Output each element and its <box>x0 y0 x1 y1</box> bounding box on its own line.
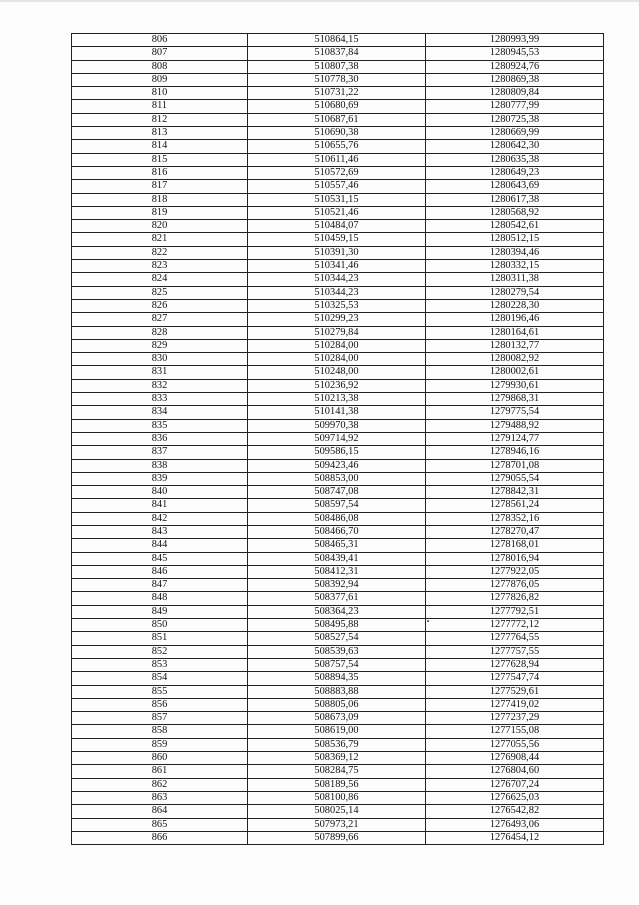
table-row <box>72 499 604 512</box>
point-number-cell: 808 <box>72 60 248 73</box>
x-coordinate-cell: 510299,23 <box>248 313 426 326</box>
point-number-cell: 816 <box>72 166 248 179</box>
y-coordinate-cell: 1277419,02 <box>426 698 604 711</box>
x-coordinate-cell: 510807,38 <box>248 60 426 73</box>
y-coordinate-cell: 1276493,06 <box>426 818 604 831</box>
y-coordinate-cell: 1277826,82 <box>426 592 604 605</box>
table-row <box>72 73 604 86</box>
x-coordinate-cell: 508894,35 <box>248 672 426 685</box>
y-coordinate-cell: 1279488,92 <box>426 419 604 432</box>
y-coordinate-cell: 1280082,92 <box>426 353 604 366</box>
point-number-cell: 813 <box>72 127 248 140</box>
table-row <box>72 60 604 73</box>
y-coordinate-cell: 1280993,99 <box>426 34 604 47</box>
table-row <box>72 166 604 179</box>
point-number-cell: 856 <box>72 698 248 711</box>
point-number-cell: 827 <box>72 313 248 326</box>
x-coordinate-cell: 508747,08 <box>248 486 426 499</box>
y-coordinate-cell: 1280642,30 <box>426 140 604 153</box>
x-coordinate-cell: 508364,23 <box>248 605 426 618</box>
y-coordinate-cell: 1280164,61 <box>426 326 604 339</box>
x-coordinate-cell: 508883,88 <box>248 685 426 698</box>
y-coordinate-cell: 1280394,46 <box>426 246 604 259</box>
y-coordinate-cell: 1277772,12 <box>426 619 604 632</box>
x-coordinate-cell: 509714,92 <box>248 432 426 445</box>
table-row <box>72 805 604 818</box>
point-number-cell: 811 <box>72 100 248 113</box>
table-row <box>72 100 604 113</box>
y-coordinate-cell: 1277792,51 <box>426 605 604 618</box>
table-row <box>72 153 604 166</box>
y-coordinate-cell: 1280617,38 <box>426 193 604 206</box>
y-coordinate-cell: 1279775,54 <box>426 406 604 419</box>
x-coordinate-cell: 508673,09 <box>248 712 426 725</box>
x-coordinate-cell: 510680,69 <box>248 100 426 113</box>
point-number-cell: 814 <box>72 140 248 153</box>
scan-top-edge <box>0 0 639 2</box>
x-coordinate-cell: 508486,08 <box>248 512 426 525</box>
x-coordinate-cell: 510284,00 <box>248 339 426 352</box>
table-row <box>72 725 604 738</box>
table-row <box>72 539 604 552</box>
y-coordinate-cell: 1277757,55 <box>426 645 604 658</box>
y-coordinate-cell: 1280945,53 <box>426 47 604 60</box>
table-row <box>72 34 604 47</box>
table-row <box>72 273 604 286</box>
x-coordinate-cell: 509423,46 <box>248 459 426 472</box>
point-number-cell: 807 <box>72 47 248 60</box>
y-coordinate-cell: 1276542,82 <box>426 805 604 818</box>
point-number-cell: 848 <box>72 592 248 605</box>
table-row <box>72 446 604 459</box>
point-number-cell: 860 <box>72 752 248 765</box>
table-row <box>72 619 604 632</box>
point-number-cell: 864 <box>72 805 248 818</box>
table-row <box>72 393 604 406</box>
point-number-cell: 845 <box>72 552 248 565</box>
x-coordinate-cell: 510391,30 <box>248 246 426 259</box>
x-coordinate-cell: 509586,15 <box>248 446 426 459</box>
table-row <box>72 220 604 233</box>
x-coordinate-cell: 508495,88 <box>248 619 426 632</box>
table-row <box>72 765 604 778</box>
table-row <box>72 658 604 671</box>
x-coordinate-cell: 508377,61 <box>248 592 426 605</box>
y-coordinate-cell: 1277764,55 <box>426 632 604 645</box>
x-coordinate-cell: 507899,66 <box>248 831 426 844</box>
point-number-cell: 812 <box>72 113 248 126</box>
y-coordinate-cell: 1278842,31 <box>426 486 604 499</box>
point-number-cell: 839 <box>72 472 248 485</box>
x-coordinate-cell: 508536,79 <box>248 738 426 751</box>
x-coordinate-cell: 510778,30 <box>248 73 426 86</box>
y-coordinate-cell: 1278168,01 <box>426 539 604 552</box>
point-number-cell: 861 <box>72 765 248 778</box>
point-number-cell: 865 <box>72 818 248 831</box>
y-coordinate-cell: 1277922,05 <box>426 565 604 578</box>
y-coordinate-cell: 1277055,56 <box>426 738 604 751</box>
x-coordinate-cell: 508805,06 <box>248 698 426 711</box>
y-coordinate-cell: 1277547,74 <box>426 672 604 685</box>
y-coordinate-cell: 1276625,03 <box>426 791 604 804</box>
y-coordinate-cell: 1279868,31 <box>426 393 604 406</box>
point-number-cell: 824 <box>72 273 248 286</box>
point-number-cell: 859 <box>72 738 248 751</box>
point-number-cell: 818 <box>72 193 248 206</box>
table-row <box>72 233 604 246</box>
y-coordinate-cell: 1280725,38 <box>426 113 604 126</box>
x-coordinate-cell: 510344,23 <box>248 273 426 286</box>
y-coordinate-cell: 1280924,76 <box>426 60 604 73</box>
y-coordinate-cell: 1278946,16 <box>426 446 604 459</box>
x-coordinate-cell: 510325,53 <box>248 299 426 312</box>
table-row <box>72 552 604 565</box>
table-row <box>72 206 604 219</box>
x-coordinate-cell: 510141,38 <box>248 406 426 419</box>
point-number-cell: 844 <box>72 539 248 552</box>
table-row <box>72 752 604 765</box>
y-coordinate-cell: 1279930,61 <box>426 379 604 392</box>
x-coordinate-cell: 509970,38 <box>248 419 426 432</box>
x-coordinate-cell: 508369,12 <box>248 752 426 765</box>
x-coordinate-cell: 510731,22 <box>248 87 426 100</box>
y-coordinate-cell: 1280542,61 <box>426 220 604 233</box>
y-coordinate-cell: 1278270,47 <box>426 525 604 538</box>
y-coordinate-cell: 1277529,61 <box>426 685 604 698</box>
x-coordinate-cell: 510690,38 <box>248 127 426 140</box>
point-number-cell: 823 <box>72 260 248 273</box>
y-coordinate-cell: 1277155,08 <box>426 725 604 738</box>
point-number-cell: 830 <box>72 353 248 366</box>
coordinates-table <box>71 33 604 845</box>
point-number-cell: 846 <box>72 565 248 578</box>
table-row <box>72 127 604 140</box>
x-coordinate-cell: 510687,61 <box>248 113 426 126</box>
x-coordinate-cell: 510864,15 <box>248 34 426 47</box>
table-row <box>72 672 604 685</box>
x-coordinate-cell: 510344,23 <box>248 286 426 299</box>
point-number-cell: 847 <box>72 579 248 592</box>
point-number-cell: 835 <box>72 419 248 432</box>
x-coordinate-cell: 510236,92 <box>248 379 426 392</box>
y-coordinate-cell: 1278016,94 <box>426 552 604 565</box>
table-row <box>72 738 604 751</box>
table-row <box>72 313 604 326</box>
x-coordinate-cell: 510213,38 <box>248 393 426 406</box>
point-number-cell: 810 <box>72 87 248 100</box>
x-coordinate-cell: 508853,00 <box>248 472 426 485</box>
y-coordinate-cell: 1280279,54 <box>426 286 604 299</box>
y-coordinate-cell: 1279055,54 <box>426 472 604 485</box>
point-number-cell: 857 <box>72 712 248 725</box>
y-coordinate-cell: 1280869,38 <box>426 73 604 86</box>
y-coordinate-cell: 1280311,38 <box>426 273 604 286</box>
point-number-cell: 842 <box>72 512 248 525</box>
point-number-cell: 840 <box>72 486 248 499</box>
table-row <box>72 645 604 658</box>
point-number-cell: 853 <box>72 658 248 671</box>
x-coordinate-cell: 508284,75 <box>248 765 426 778</box>
table-row <box>72 113 604 126</box>
table-row <box>72 605 604 618</box>
table-row <box>72 87 604 100</box>
y-coordinate-cell: 1280002,61 <box>426 366 604 379</box>
table-row <box>72 698 604 711</box>
point-number-cell: 828 <box>72 326 248 339</box>
y-coordinate-cell: 1280649,23 <box>426 166 604 179</box>
table-row <box>72 712 604 725</box>
table-row <box>72 353 604 366</box>
x-coordinate-cell: 510572,69 <box>248 166 426 179</box>
point-number-cell: 841 <box>72 499 248 512</box>
x-coordinate-cell: 508439,41 <box>248 552 426 565</box>
y-coordinate-cell: 1280196,46 <box>426 313 604 326</box>
y-coordinate-cell: 1278561,24 <box>426 499 604 512</box>
table-row <box>72 579 604 592</box>
x-coordinate-cell: 508527,54 <box>248 632 426 645</box>
x-coordinate-cell: 510341,46 <box>248 260 426 273</box>
table-row <box>72 565 604 578</box>
x-coordinate-cell: 510279,84 <box>248 326 426 339</box>
table-row <box>72 366 604 379</box>
point-number-cell: 817 <box>72 180 248 193</box>
y-coordinate-cell: 1280777,99 <box>426 100 604 113</box>
table-row <box>72 432 604 445</box>
y-coordinate-cell: 1276908,44 <box>426 752 604 765</box>
point-number-cell: 820 <box>72 220 248 233</box>
scan-speck <box>427 620 429 622</box>
table-row <box>72 525 604 538</box>
y-coordinate-cell: 1280635,38 <box>426 153 604 166</box>
point-number-cell: 831 <box>72 366 248 379</box>
table-row <box>72 286 604 299</box>
x-coordinate-cell: 508392,94 <box>248 579 426 592</box>
y-coordinate-cell: 1277237,29 <box>426 712 604 725</box>
table-row <box>72 512 604 525</box>
point-number-cell: 829 <box>72 339 248 352</box>
x-coordinate-cell: 510459,15 <box>248 233 426 246</box>
point-number-cell: 858 <box>72 725 248 738</box>
y-coordinate-cell: 1280132,77 <box>426 339 604 352</box>
y-coordinate-cell: 1280512,15 <box>426 233 604 246</box>
y-coordinate-cell: 1277876,05 <box>426 579 604 592</box>
point-number-cell: 836 <box>72 432 248 445</box>
y-coordinate-cell: 1276454,12 <box>426 831 604 844</box>
table-row <box>72 818 604 831</box>
table-row <box>72 379 604 392</box>
x-coordinate-cell: 508597,54 <box>248 499 426 512</box>
table-row <box>72 406 604 419</box>
x-coordinate-cell: 507973,21 <box>248 818 426 831</box>
table-row <box>72 685 604 698</box>
point-number-cell: 862 <box>72 778 248 791</box>
x-coordinate-cell: 510837,84 <box>248 47 426 60</box>
point-number-cell: 854 <box>72 672 248 685</box>
point-number-cell: 849 <box>72 605 248 618</box>
x-coordinate-cell: 510248,00 <box>248 366 426 379</box>
point-number-cell: 825 <box>72 286 248 299</box>
point-number-cell: 851 <box>72 632 248 645</box>
table-row <box>72 486 604 499</box>
x-coordinate-cell: 508619,00 <box>248 725 426 738</box>
y-coordinate-cell: 1280669,99 <box>426 127 604 140</box>
table-row <box>72 193 604 206</box>
point-number-cell: 863 <box>72 791 248 804</box>
x-coordinate-cell: 508539,63 <box>248 645 426 658</box>
x-coordinate-cell: 508466,70 <box>248 525 426 538</box>
point-number-cell: 834 <box>72 406 248 419</box>
table-row <box>72 326 604 339</box>
point-number-cell: 843 <box>72 525 248 538</box>
x-coordinate-cell: 510557,46 <box>248 180 426 193</box>
table-row <box>72 592 604 605</box>
point-number-cell: 806 <box>72 34 248 47</box>
y-coordinate-cell: 1276804,60 <box>426 765 604 778</box>
point-number-cell: 855 <box>72 685 248 698</box>
table-row <box>72 831 604 844</box>
table-row <box>72 180 604 193</box>
x-coordinate-cell: 508189,56 <box>248 778 426 791</box>
point-number-cell: 866 <box>72 831 248 844</box>
y-coordinate-cell: 1276707,24 <box>426 778 604 791</box>
y-coordinate-cell: 1278352,16 <box>426 512 604 525</box>
x-coordinate-cell: 508412,31 <box>248 565 426 578</box>
x-coordinate-cell: 508025,14 <box>248 805 426 818</box>
x-coordinate-cell: 510484,07 <box>248 220 426 233</box>
point-number-cell: 850 <box>72 619 248 632</box>
x-coordinate-cell: 508100,86 <box>248 791 426 804</box>
point-number-cell: 832 <box>72 379 248 392</box>
table-row <box>72 472 604 485</box>
y-coordinate-cell: 1279124,77 <box>426 432 604 445</box>
y-coordinate-cell: 1277628,94 <box>426 658 604 671</box>
coordinates-table-body <box>72 34 604 845</box>
x-coordinate-cell: 510284,00 <box>248 353 426 366</box>
table-row <box>72 47 604 60</box>
x-coordinate-cell: 510655,76 <box>248 140 426 153</box>
table-row <box>72 299 604 312</box>
table-row <box>72 339 604 352</box>
point-number-cell: 838 <box>72 459 248 472</box>
table-row <box>72 632 604 645</box>
y-coordinate-cell: 1280332,15 <box>426 260 604 273</box>
table-row <box>72 260 604 273</box>
table-row <box>72 459 604 472</box>
point-number-cell: 833 <box>72 393 248 406</box>
point-number-cell: 815 <box>72 153 248 166</box>
y-coordinate-cell: 1278701,08 <box>426 459 604 472</box>
table-row <box>72 791 604 804</box>
point-number-cell: 826 <box>72 299 248 312</box>
y-coordinate-cell: 1280568,92 <box>426 206 604 219</box>
point-number-cell: 819 <box>72 206 248 219</box>
x-coordinate-cell: 510611,46 <box>248 153 426 166</box>
table-row <box>72 246 604 259</box>
x-coordinate-cell: 510521,46 <box>248 206 426 219</box>
y-coordinate-cell: 1280228,30 <box>426 299 604 312</box>
x-coordinate-cell: 508465,31 <box>248 539 426 552</box>
table-row <box>72 140 604 153</box>
point-number-cell: 809 <box>72 73 248 86</box>
table-row <box>72 419 604 432</box>
point-number-cell: 852 <box>72 645 248 658</box>
y-coordinate-cell: 1280809,84 <box>426 87 604 100</box>
table-row <box>72 778 604 791</box>
x-coordinate-cell: 510531,15 <box>248 193 426 206</box>
point-number-cell: 822 <box>72 246 248 259</box>
point-number-cell: 837 <box>72 446 248 459</box>
y-coordinate-cell: 1280643,69 <box>426 180 604 193</box>
point-number-cell: 821 <box>72 233 248 246</box>
x-coordinate-cell: 508757,54 <box>248 658 426 671</box>
